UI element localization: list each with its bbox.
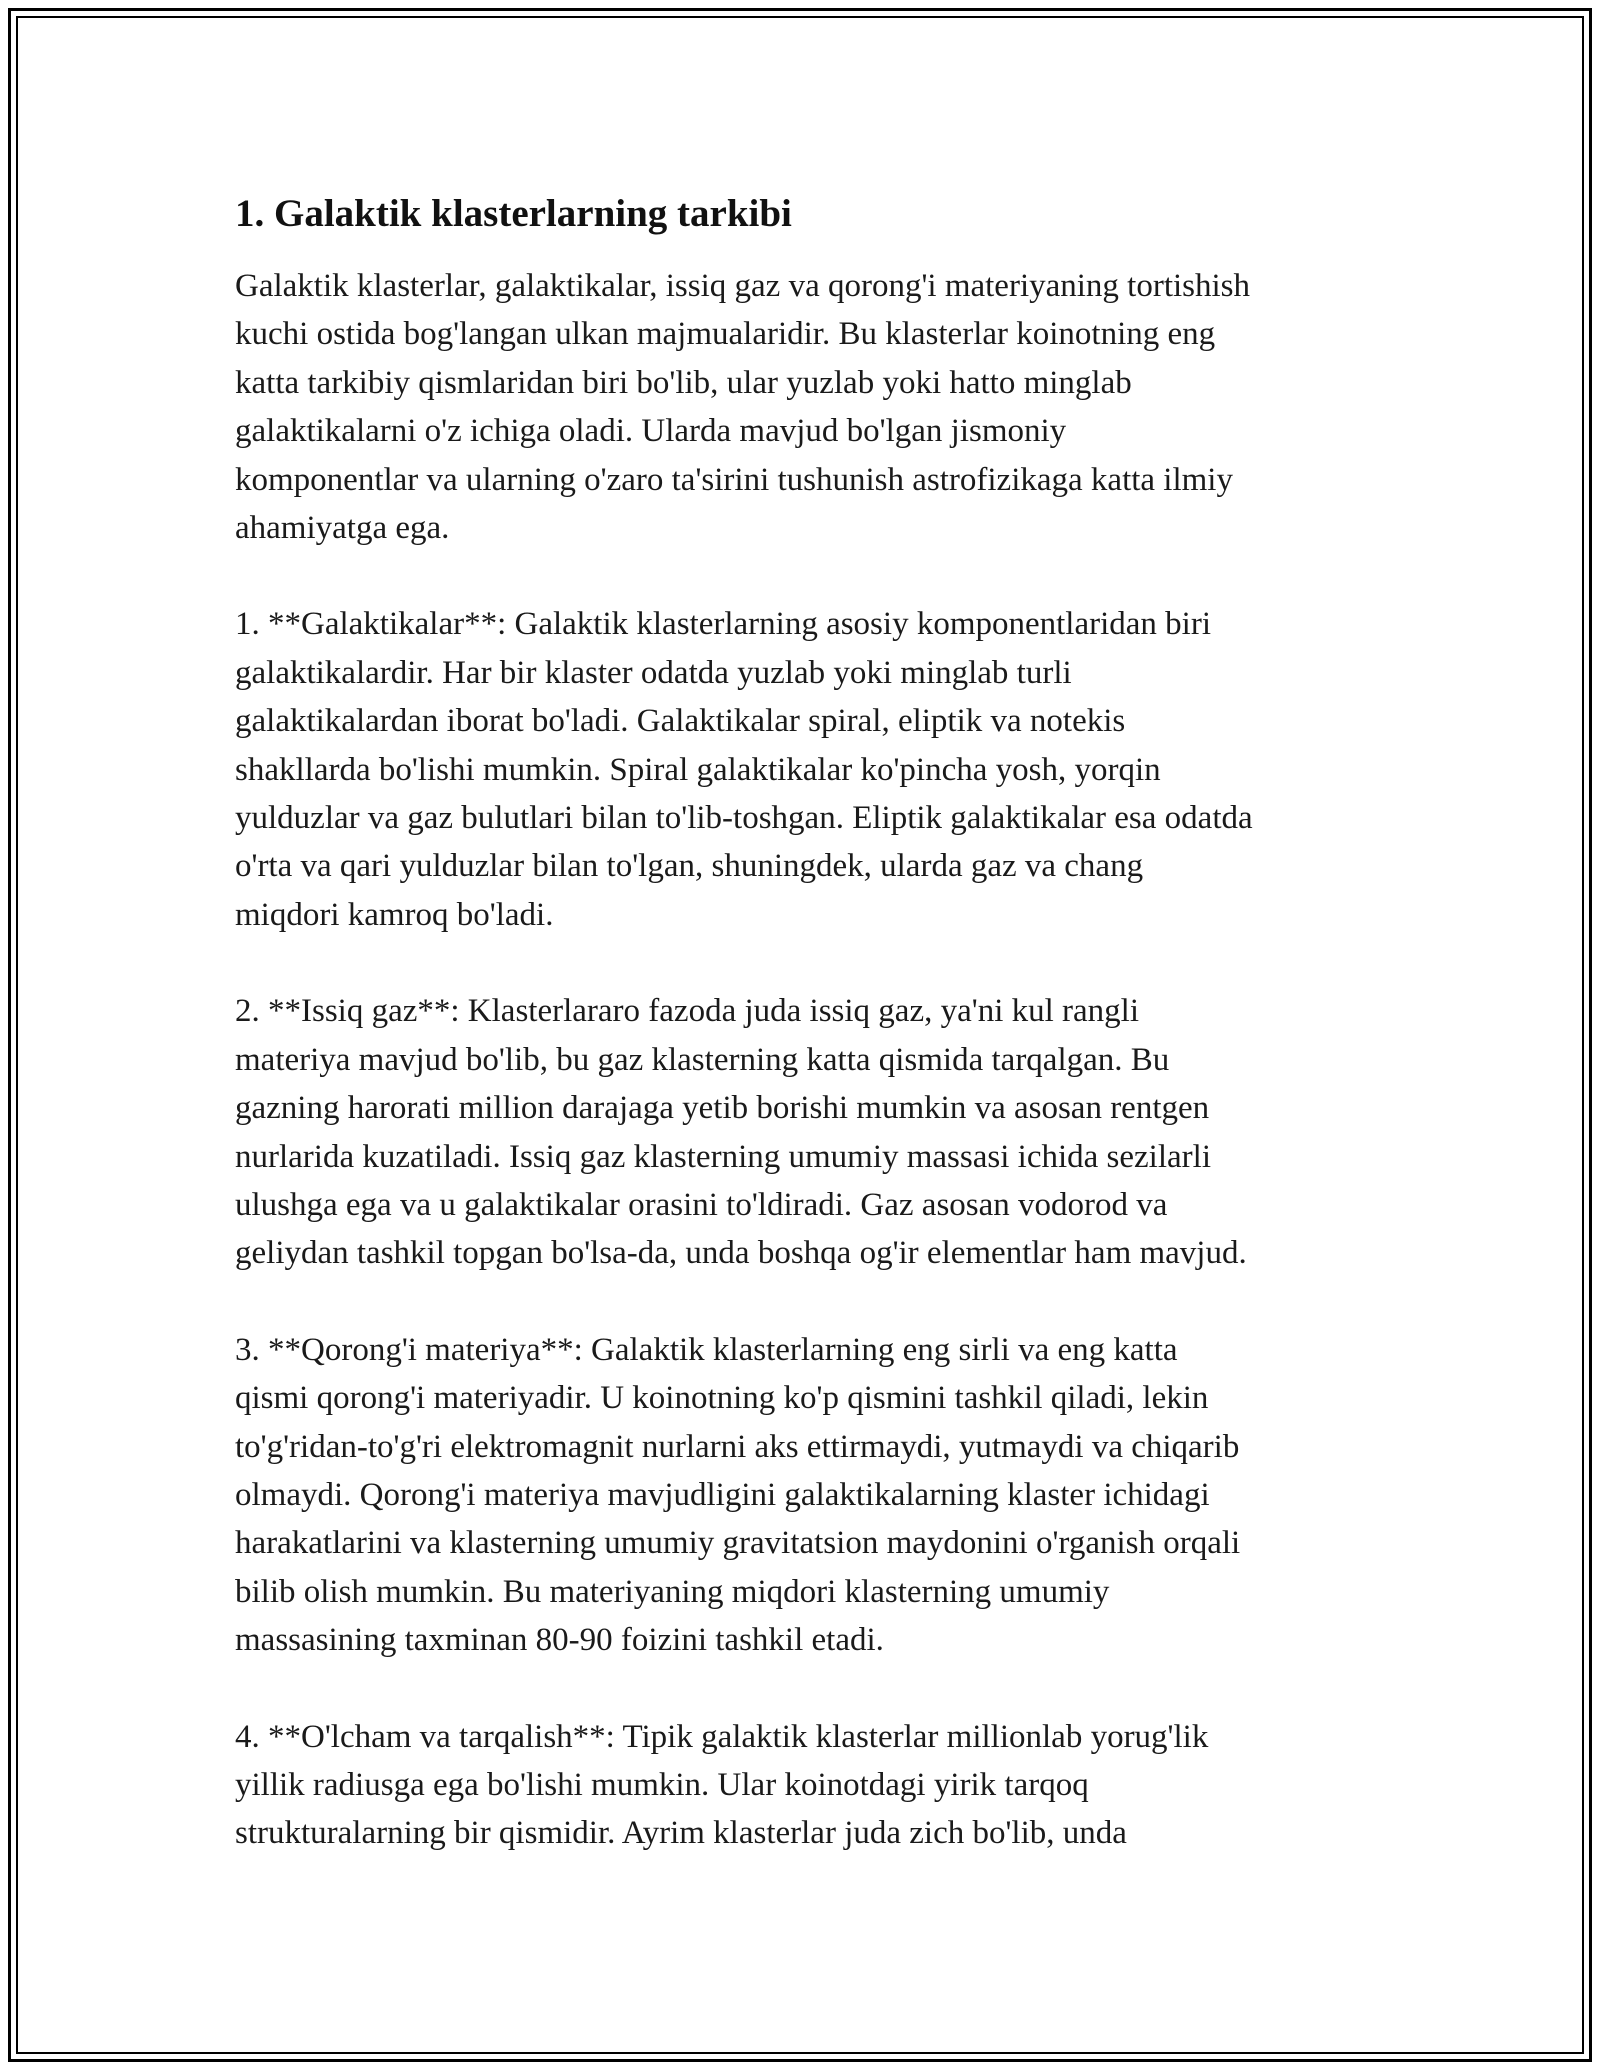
section-paragraph-issiq-gaz: 2. **Issiq gaz**: Klasterlararo fazoda juda issiq gaz, ya'ni kul rangli materiya mavjud bo'lib, bu gaz klasterning katta qismida tarqalgan. Bu gazning harorati million darajaga yetib borishi mumkin va asosan rentgen nurlarida kuzatiladi. Issiq gaz klasterning umumiy massasi ichida sezilarli ulushga ega va u galaktikalar orasini to'ldiradi. Gaz asosan vodorod va geliydan tashkil topgan bo'lsa-da, unda boshqa og'ir elementlar ham mavjud.	[235, 993, 1247, 1272]
section-paragraph-olcham-tarqalish: 4. **O'lcham va tarqalish**: Tipik galaktik klasterlar millionlab yorug'lik yillik radiusga ega bo'lishi mumkin. Ular koinotdagi yirik tarqoq strukturalarning bir qismidir. Ayrim klasterlar juda zich bo'lib, unda	[235, 1718, 1209, 1852]
intro-paragraph: Galaktik klasterlar, galaktikalar, issiq gaz va qorong'i materiyaning tortishish kuchi ostida bog'langan ulkan majmualaridir. Bu klasterlar koinotning eng katta tarkibiy qismlaridan biri bo'lib, ular yuzlab yoki hatto minglab galaktikalarni o'z ichiga oladi. Ularda mavjud bo'lgan jismoniy komponentlar va ularning o'zaro ta'sirini tushunish astrofizikaga katta ilmiy ahamiyatga ega.	[235, 268, 1251, 547]
document-body	[235, 188, 1385, 1858]
section-paragraph-qorongi-materiya: 3. **Qorong'i materiya**: Galaktik klasterlarning eng sirli va eng katta qismi qorong'i materiyadir. U koinotning ko'p qismini tashkil qiladi, lekin to'g'ridan-to'g'ri elektromagnit nurlarni aks ettirmaydi, yutmaydi va chiqarib olmaydi. Qorong'i materiya mavjudligini galaktikalarning klaster ichidagi harakatlarini va klasterning umumiy gravitatsion maydonini o'rganish orqali bilib olish mumkin. Bu materiyaning miqdori klasterning umumiy massasining taxminan 80-90 foizini tashkil etadi.	[235, 1331, 1241, 1659]
document-title: 1. Galaktik klasterlarning tarkibi	[235, 192, 792, 235]
section-paragraph-galaktikalar: 1. **Galaktikalar**: Galaktik klasterlarning asosiy komponentlaridan biri galaktikalardir. Har bir klaster odatda yuzlab yoki minglab turli galaktikalardan iborat bo'ladi. Galaktikalar spiral, eliptik va notekis shakllarda bo'lishi mumkin. Spiral galaktikalar ko'pincha yosh, yorqin yulduzlar va gaz bulutlari bilan to'lib-toshgan. Eliptik galaktikalar esa odatda o'rta va qari yulduzlar bilan to'lgan, shuningdek, ularda gaz va chang miqdori kamroq bo'ladi.	[235, 606, 1253, 933]
